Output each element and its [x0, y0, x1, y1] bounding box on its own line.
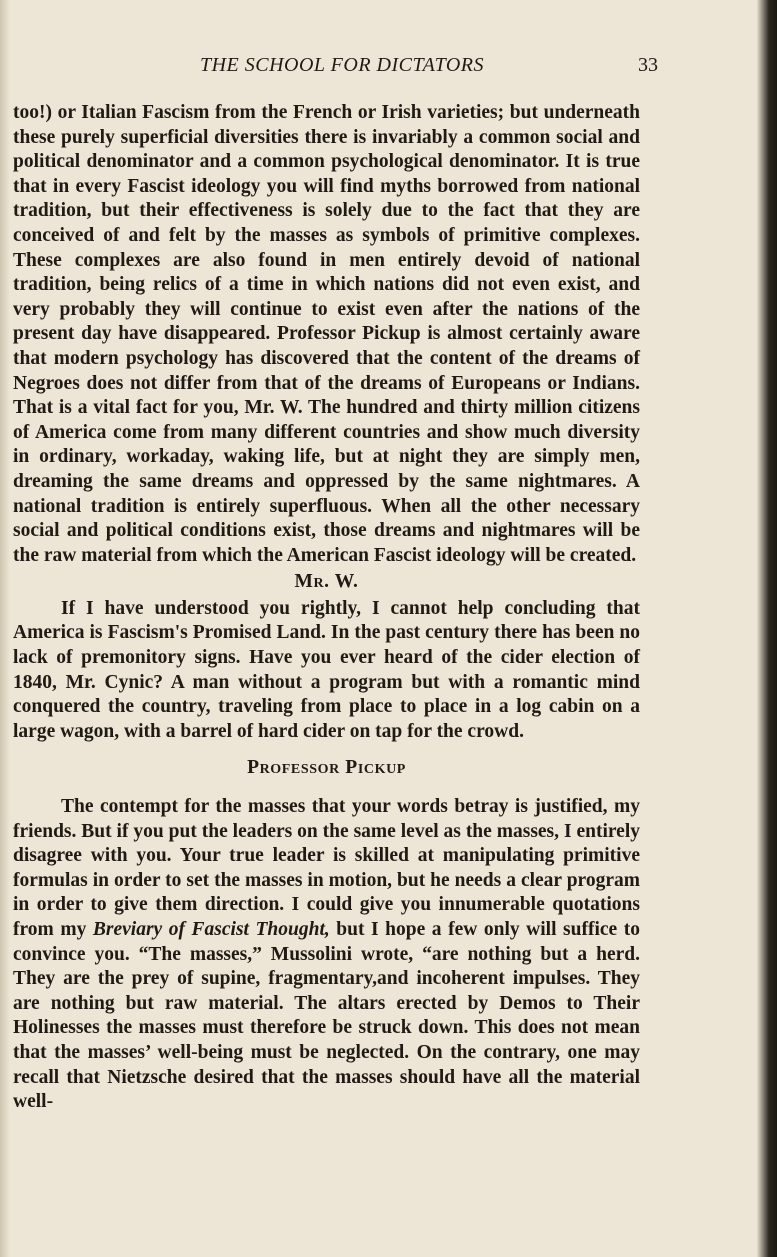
book-title: Breviary of Fascist Thought, — [92, 919, 330, 940]
paragraph-2: If I have understood you rightly, I cannot help concluding that America is Fascism's Promised Land. In the past century there has been no lack of premonitory signs. Have you ever heard of the cider election of 1840, Mr. Cynic? A man without a program but with a romantic mind conquered the country, traveling from place to place in a log cabin on a large wagon, with a barrel of hard cider on tap for the crowd. — [13, 597, 640, 742]
page-number: 33 — [638, 54, 658, 76]
running-header — [10, 54, 755, 84]
page-gutter — [0, 0, 10, 1257]
page-edge — [757, 0, 777, 1257]
body-text — [13, 101, 640, 1115]
speaker-heading-professor-pickup: Professor Pickup — [247, 757, 406, 779]
speaker-heading-mr-w: Mr. W. — [294, 571, 359, 593]
paragraph-3 — [13, 795, 640, 1115]
paragraph-1: too!) or Italian Fascism from the French or Irish varieties; but underneath these purely superficial diversities there is invariably a common social and political denominator and a common psychological denominator. It is true that in every Fascist ideology you will find myths borrowed from national tradition, but their effectiveness is solely due to the fact that they are conceived of and felt by the masses as symbols of primitive complexes. These complexes are also found in men entirely devoid of national tradition, being relics of a time in which nations did not even exist, and very probably they will continue to exist even after the nations of the present day have disappeared. Professor Pickup is almost certainly aware that modern psychology has discovered that the content of the dreams of Negroes does not differ from that of the dreams of Europeans or Indians. That is a vital fact for you, Mr. W. The hundred and thirty million citizens of America come from many different countries and show much diversity in ordinary, workaday, waking life, but at night they are simply men, dreaming the same dreams and oppressed by the same nightmares. A national tradition is entirely superfluous. When all the other necessary social and political conditions exist, those dreams and nightmares will be the raw material from which the American Fascist ideology will be created. — [13, 102, 640, 566]
running-title: THE SCHOOL FOR DICTATORS — [199, 54, 485, 76]
paragraph-3-text-start: The contempt for the masses that your words betray is justified, my friends. But if you put the leaders on the same level as the masses, I entirely disagree with you. Your true leader is skilled at manipulating primitive formulas in order to set the masses in motion, but he needs a clear program in order to give them direction. I could give you innumerable quotations from my — [13, 796, 640, 940]
paragraph-3-text-end: but I hope a few only will suffice to convince you. “The masses,” Mussolini wrote, “are nothing but a herd. They are the prey of supine, fragmentary,and incoherent impulses. They are nothing but raw material. The altars erected by Demos to Their Holinesses the masses must therefore be struck down. This does not mean that the masses’ well-being must be neglected. On the contrary, one may recall that Nietzsche desired that the masses should have all the material well- — [13, 919, 640, 1113]
book-page — [10, 0, 755, 1257]
